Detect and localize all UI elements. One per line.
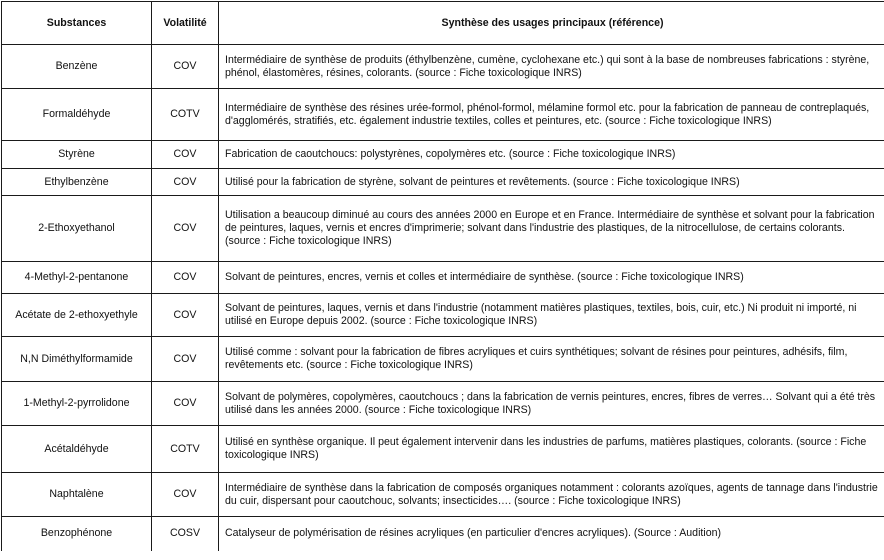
volatility-cell: COV [152, 262, 219, 294]
volatility-cell: COV [152, 473, 219, 517]
volatility-cell: COV [152, 294, 219, 337]
usage-cell: Intermédiaire de synthèse des résines urée-formol, phénol-formol, mélamine formol etc. pour la fabrication de panneau de contreplaqués, d'agglomérés, stratifiés, etc. également industrie textiles, colles et peintures, etc. (source : Fiche toxicologique INRS) [219, 89, 884, 141]
substance-cell: N,N Diméthylformamide [2, 337, 152, 382]
table-row [2, 382, 884, 426]
volatility-cell: COTV [152, 89, 219, 141]
substance-cell: Acétaldéhyde [2, 426, 152, 473]
substance-cell: Acétate de 2-ethoxyethyle [2, 294, 152, 337]
substances-usage-table [1, 1, 884, 551]
usage-cell: Utilisation a beaucoup diminué au cours des années 2000 en Europe et en France. Intermédiaire de synthèse et solvant pour la fabrication de peintures, laques, vernis et encres d'imprimerie; solvant dans l'industrie des plastiques, de la nitrocellulose, de certains colorants. (source : Fiche toxicologique INRS) [219, 196, 884, 262]
usage-cell: Intermédiaire de synthèse de produits (éthylbenzène, cumène, cyclohexane etc.) qui sont à la base de nombreuses fabrications : styrène, phénol, élastomères, résines, colorants. (source : Fiche toxicologique INRS) [219, 45, 884, 89]
volatility-cell: COV [152, 45, 219, 89]
usage-cell: Fabrication de caoutchoucs: polystyrènes, copolymères etc. (source : Fiche toxicologique INRS) [219, 141, 884, 169]
table-row [2, 473, 884, 517]
usage-cell: Utilisé en synthèse organique. Il peut également intervenir dans les industries de parfums, matières plastiques, colorants. (source : Fiche toxicologique INRS) [219, 426, 884, 473]
table-row [2, 426, 884, 473]
usage-cell: Intermédiaire de synthèse dans la fabrication de composés organiques notamment : colorants azoïques, agents de tannage dans l'industrie du cuir, dispersant pour caoutchouc, solvants; insecticides…. (source : Fiche toxicologique INRS) [219, 473, 884, 517]
usage-cell: Solvant de peintures, encres, vernis et colles et intermédiaire de synthèse. (source : Fiche toxicologique INRS) [219, 262, 884, 294]
substance-cell: Benzène [2, 45, 152, 89]
substance-cell: 4-Methyl-2-pentanone [2, 262, 152, 294]
table-row [2, 169, 884, 196]
substance-cell: Benzophénone [2, 517, 152, 551]
table-row [2, 141, 884, 169]
volatility-cell: COSV [152, 517, 219, 551]
substance-cell: 2-Ethoxyethanol [2, 196, 152, 262]
usage-cell: Utilisé pour la fabrication de styrène, solvant de peintures et revêtements. (source : Fiche toxicologique INRS) [219, 169, 884, 196]
header-substances: Substances [2, 2, 152, 45]
table-row [2, 262, 884, 294]
substance-cell: Formaldéhyde [2, 89, 152, 141]
table-row [2, 517, 884, 551]
volatility-cell: COV [152, 141, 219, 169]
volatility-cell: COV [152, 382, 219, 426]
usage-cell: Solvant de peintures, laques, vernis et dans l'industrie (notamment matières plastiques, textiles, bois, cuir, etc.) Ni produit ni importé, ni utilisé en Europe depuis 2002. (source : Fiche toxicologique INRS) [219, 294, 884, 337]
table-row [2, 294, 884, 337]
table-header-row [2, 2, 884, 45]
table-row [2, 45, 884, 89]
usage-cell: Solvant de polymères, copolymères, caoutchoucs ; dans la fabrication de vernis peintures, encres, fibres de verres… Solvant qui a été très utilisé dans les années 2000. (source : Fiche toxicologique INRS) [219, 382, 884, 426]
substance-cell: Styrène [2, 141, 152, 169]
usage-cell: Catalyseur de polymérisation de résines acryliques (en particulier d'encres acryliques). (Source : Audition) [219, 517, 884, 551]
table-row [2, 89, 884, 141]
usage-cell: Utilisé comme : solvant pour la fabrication de fibres acryliques et cuirs synthétiques; solvant de résines pour peintures, adhésifs, film, revêtements etc. (source : Fiche toxicologique INRS) [219, 337, 884, 382]
table-row [2, 196, 884, 262]
substance-cell: Ethylbenzène [2, 169, 152, 196]
volatility-cell: COTV [152, 426, 219, 473]
volatility-cell: COV [152, 337, 219, 382]
substance-cell: 1-Methyl-2-pyrrolidone [2, 382, 152, 426]
header-usage-summary: Synthèse des usages principaux (référence) [219, 2, 884, 45]
volatility-cell: COV [152, 169, 219, 196]
substance-cell: Naphtalène [2, 473, 152, 517]
header-volatility: Volatilité [152, 2, 219, 45]
table-body [2, 45, 884, 551]
volatility-cell: COV [152, 196, 219, 262]
table-row [2, 337, 884, 382]
